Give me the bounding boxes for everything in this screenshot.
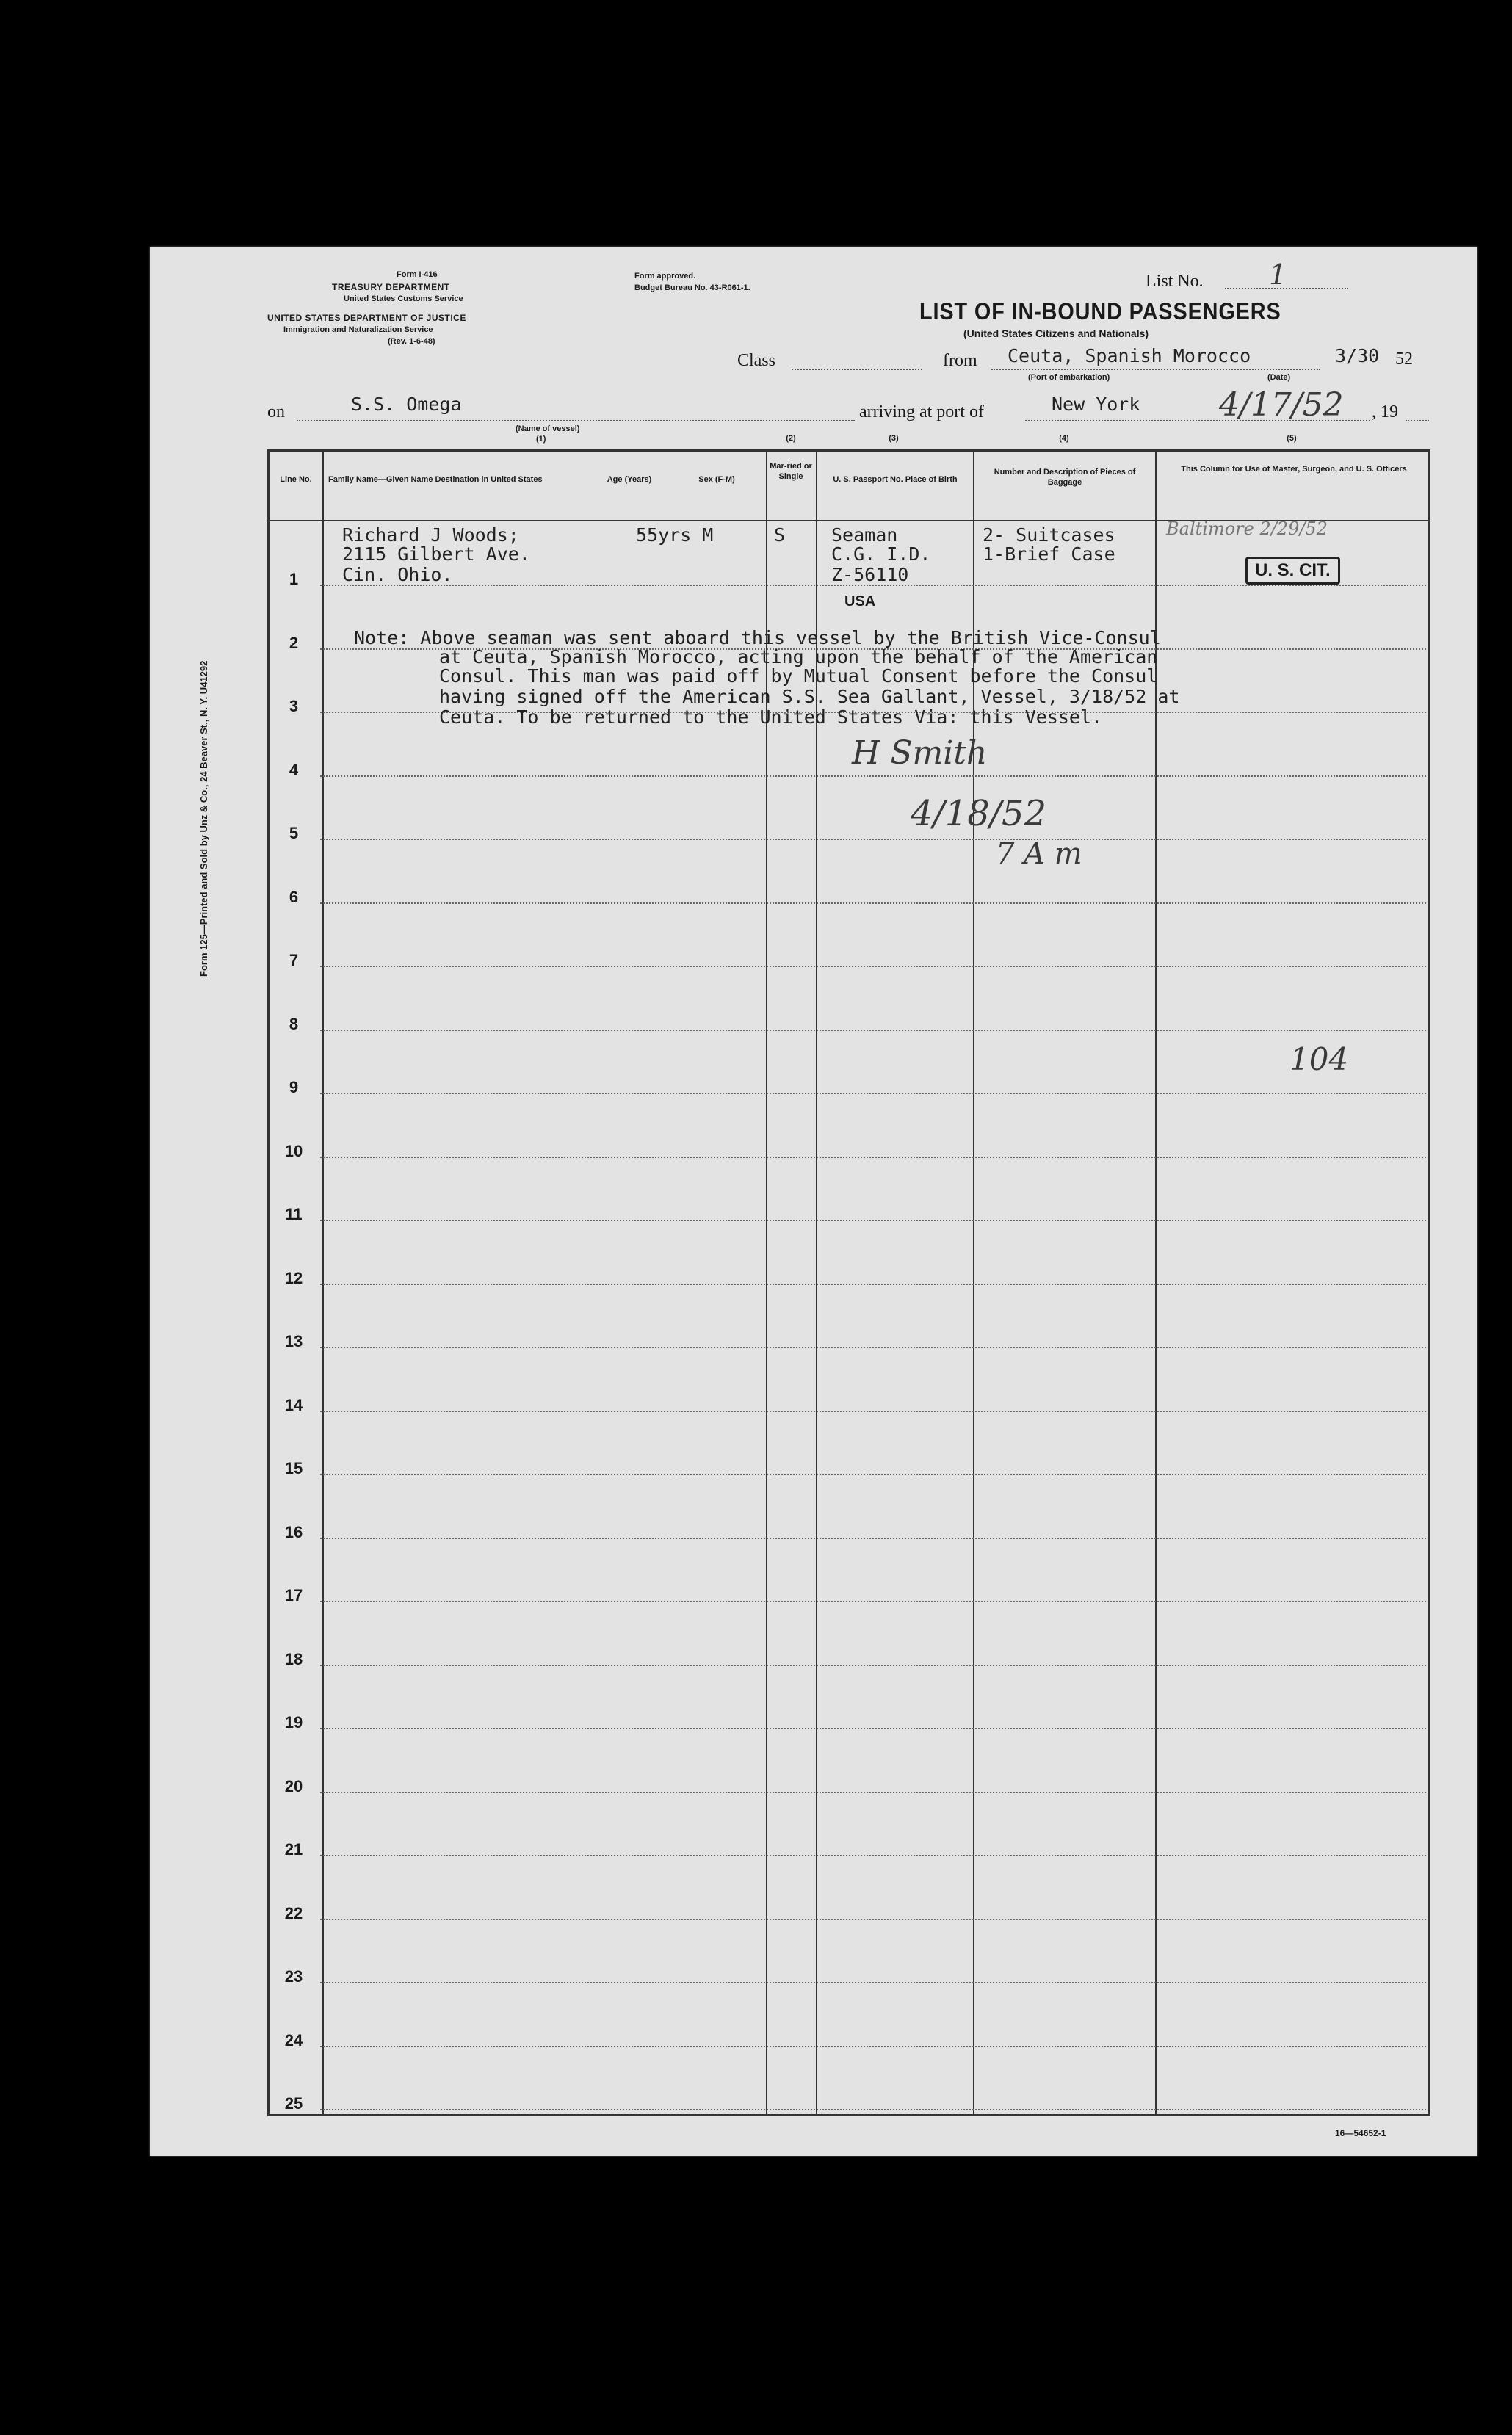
note-line-5: Ceuta. To be returned to the United States Via: this Vessel. (439, 706, 1103, 728)
row-line (320, 2046, 1426, 2047)
row-line (320, 1919, 1426, 1920)
row-number: 14 (284, 1395, 303, 1414)
row-number: 12 (284, 1268, 303, 1287)
on-label: on (267, 402, 285, 421)
row-line (320, 1982, 1426, 1983)
vessel-name: S.S. Omega (351, 394, 462, 415)
us-citizen-stamp: U. S. CIT. (1245, 557, 1340, 585)
row-number: 2 (289, 633, 299, 652)
embarkation-date: 3/30 (1335, 345, 1380, 366)
handwritten-time: 7 A m (996, 837, 1082, 871)
printer-imprint: Form 125—Printed and Sold by Unz & Co., 24 Beaver St., N. Y. U41292 (198, 660, 209, 977)
form-approved: Form approved. (634, 272, 696, 281)
note-line-1: Note: Above seaman was sent aboard this vessel by the British Vice-Consul (354, 627, 1161, 648)
vessel-line (297, 420, 855, 421)
form-title: LIST OF IN-BOUND PASSENGERS (919, 298, 1281, 325)
row-line (320, 1601, 1426, 1602)
row-number: 1 (289, 570, 299, 588)
row-line (320, 1284, 1426, 1285)
row-line (320, 966, 1426, 967)
row-number: 23 (284, 1967, 303, 1986)
row-line (320, 1411, 1426, 1412)
row-number: 22 (284, 1903, 303, 1922)
class-label: Class (737, 351, 776, 370)
row-line (320, 1855, 1426, 1856)
row-line (320, 1665, 1426, 1666)
embarkation-year: 52 (1395, 350, 1413, 369)
baggage-line-1: 2- Suitcases (983, 524, 1115, 546)
passenger-city: Cin. Ohio. (342, 564, 453, 585)
year-line (1406, 420, 1429, 421)
row-line (320, 1474, 1426, 1475)
year-label: , 19 (1372, 402, 1398, 421)
row-line (320, 1538, 1426, 1539)
col-header-married: Mar-ried or Single (770, 462, 812, 481)
row-number: 15 (284, 1459, 303, 1477)
row-number: 24 (284, 2030, 303, 2049)
col-header-baggage: Number and Description of Pieces of Baggage (994, 468, 1136, 487)
row-line (320, 775, 1426, 777)
justice-label: UNITED STATES DEPARTMENT OF JUSTICE (267, 313, 466, 323)
vessel-caption: (Name of vessel) (516, 424, 580, 433)
col-number-baggage: (4) (1059, 434, 1069, 443)
col-header-sex: Sex (F-M) (698, 475, 735, 484)
ins-label: Immigration and Naturalization Service (283, 325, 433, 334)
note-line-3: Consul. This man was paid off by Mutual Consent before the Consul (439, 665, 1158, 687)
col-number-married: (2) (786, 434, 796, 443)
embark-line (991, 369, 1320, 370)
row-number: 11 (285, 1205, 303, 1223)
form-number: Form I-416 (397, 270, 438, 279)
col-header-line: Line No. (280, 475, 312, 484)
list-no-value: 1 (1269, 258, 1287, 291)
row-line (320, 1220, 1426, 1221)
col-number-passport: (3) (889, 434, 899, 443)
handwritten-date: 4/18/52 (911, 793, 1047, 834)
row-number: 17 (284, 1586, 303, 1604)
row-number: 3 (289, 697, 299, 715)
officer-handwritten-note: Baltimore 2/29/52 (1166, 518, 1328, 539)
arriving-label: arriving at port of (859, 402, 984, 421)
col-header-passport: U. S. Passport No. Place of Birth (833, 475, 958, 484)
class-line (792, 369, 922, 370)
row-number: 19 (284, 1713, 303, 1732)
vessel-column-number: (1) (536, 435, 546, 444)
row-number: 18 (284, 1649, 303, 1668)
passport-line-3: Z-56110 (831, 564, 909, 585)
signature: H Smith (852, 734, 988, 772)
customs-label: United States Customs Service (344, 294, 463, 303)
row-number: 25 (284, 2094, 303, 2113)
row-line (320, 1157, 1426, 1158)
row-number: 20 (284, 1776, 303, 1795)
passenger-name: Richard J Woods; (342, 524, 519, 546)
baggage-line-2: 1-Brief Case (983, 543, 1115, 565)
row-line (320, 902, 1426, 904)
row-line (320, 1030, 1426, 1031)
port-of-embarkation: Ceuta, Spanish Morocco (1008, 345, 1251, 366)
row-number: 9 (289, 1078, 299, 1096)
row-number: 8 (289, 1014, 299, 1033)
row-number: 13 (284, 1332, 303, 1350)
row-line (320, 1093, 1426, 1094)
row-number: 10 (284, 1141, 303, 1160)
row-line (320, 2109, 1426, 2110)
row-line (320, 1728, 1426, 1729)
passport-line-1: Seaman (831, 524, 898, 546)
col-header-officers: This Column for Use of Master, Surgeon, and U. S. Officers (1181, 465, 1407, 474)
col-header-name: Family Name—Given Name Destination in United States (328, 475, 543, 484)
revision-label: (Rev. 1-6-48) (388, 337, 435, 346)
passport-line-2: C.G. I.D. (831, 543, 931, 565)
note-line-2: at Ceuta, Spanish Morocco, acting upon the behalf of the American (439, 646, 1158, 667)
row-line (320, 839, 1426, 840)
row-line (320, 1792, 1426, 1793)
list-no-label: List No. (1146, 272, 1204, 291)
row-line (320, 1347, 1426, 1348)
row-number: 21 (284, 1840, 303, 1859)
marital-status: S (774, 524, 786, 546)
row-number: 6 (289, 887, 299, 906)
passenger-address: 2115 Gilbert Ave. (342, 543, 530, 565)
note-line-4: having signed off the American S.S. Sea Gallant, Vessel, 3/18/52 at (439, 686, 1180, 707)
row-number: 4 (289, 760, 299, 779)
budget-number: Budget Bureau No. 43-R061-1. (634, 283, 750, 292)
port-embarkation-caption: (Port of embarkation) (1028, 373, 1110, 382)
date-caption: (Date) (1267, 373, 1291, 382)
col-number-officers: (5) (1287, 434, 1297, 443)
place-of-birth: USA (844, 593, 876, 609)
from-label: from (943, 351, 977, 370)
passenger-age-sex: 55yrs M (636, 524, 714, 546)
handwritten-number: 104 (1289, 1041, 1349, 1077)
col-header-age: Age (Years) (607, 475, 652, 484)
footer-code: 16—54652-1 (1335, 2128, 1386, 2138)
form-subtitle: (United States Citizens and Nationals) (963, 328, 1149, 339)
row-number: 5 (289, 824, 299, 842)
treasury-label: TREASURY DEPARTMENT (332, 282, 450, 292)
arrival-port: New York (1052, 394, 1140, 415)
arrival-date: 4/17/52 (1219, 386, 1344, 424)
row-number: 16 (284, 1522, 303, 1541)
row-number: 7 (289, 951, 299, 969)
